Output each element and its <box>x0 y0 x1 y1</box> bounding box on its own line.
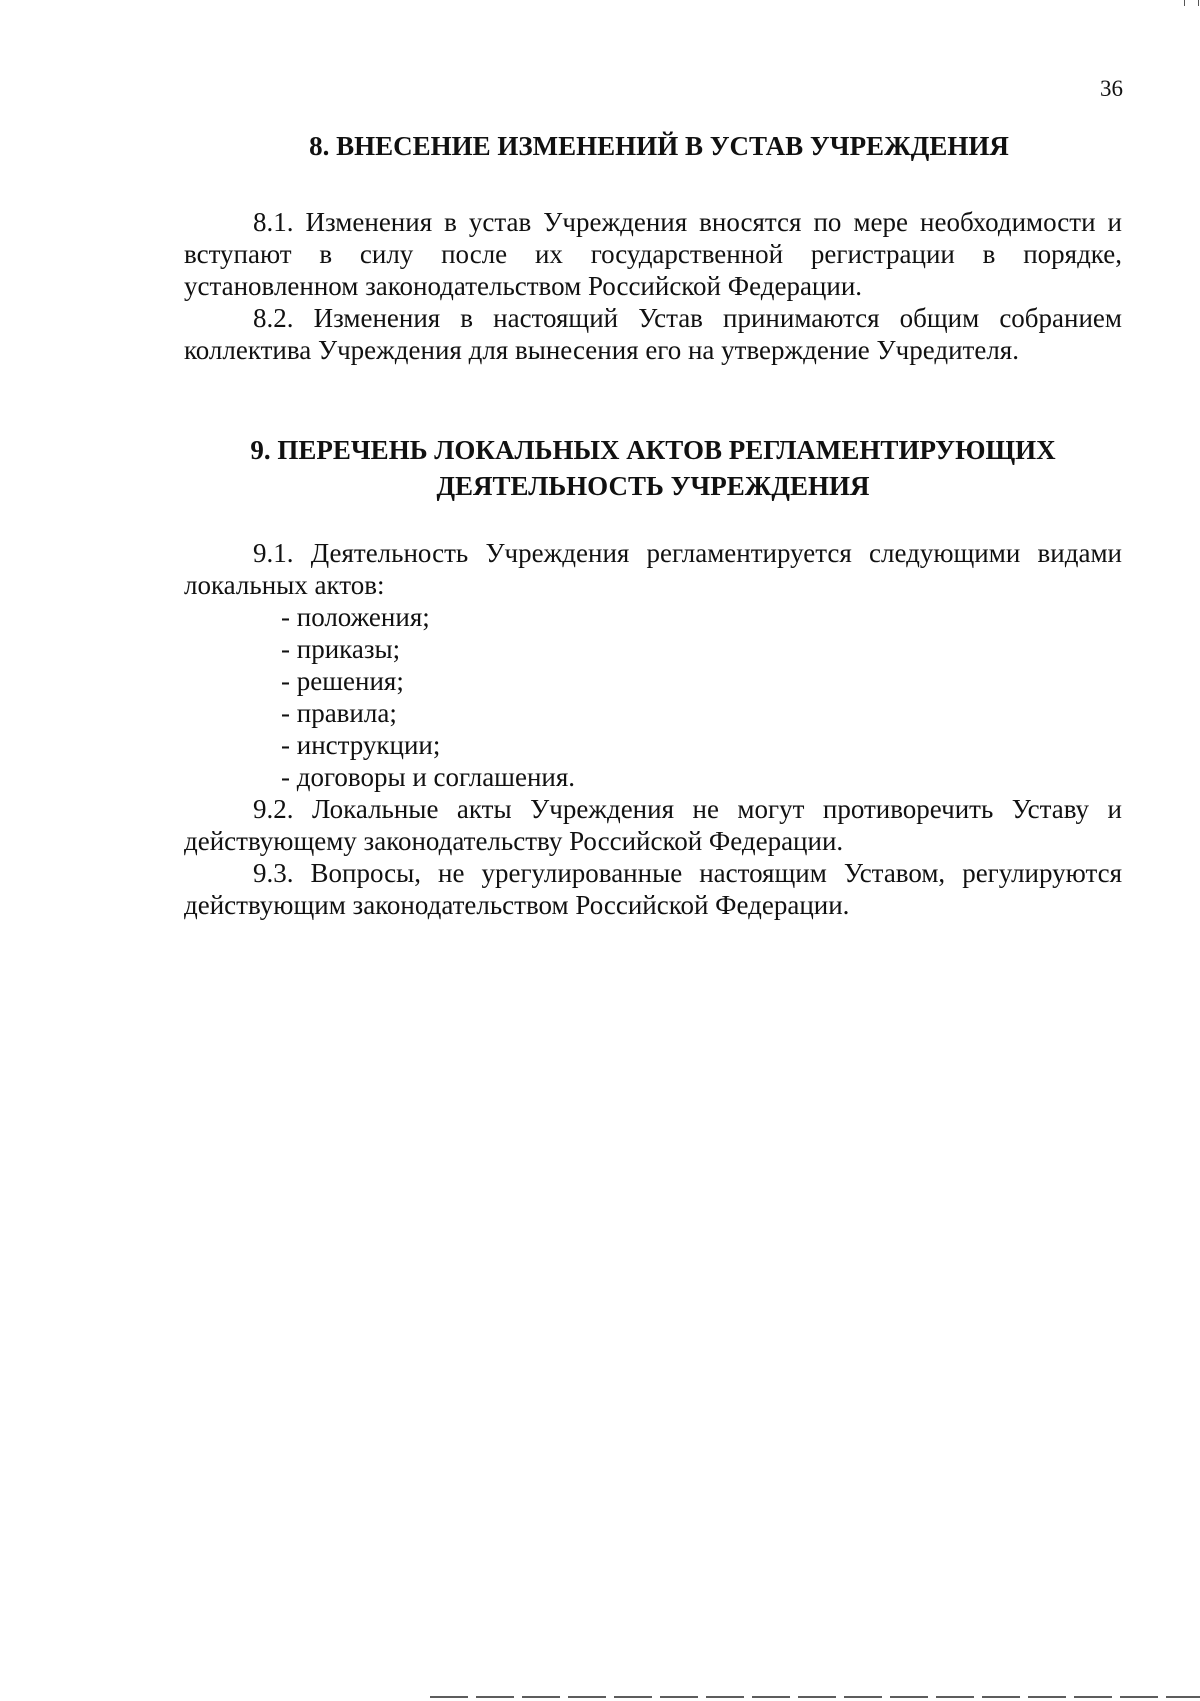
scan-edge-marks <box>1140 0 1200 6</box>
page-number: 36 <box>1100 76 1123 101</box>
local-acts-list <box>184 601 1122 793</box>
section-9-heading-line-1: 9. ПЕРЕЧЕНЬ ЛОКАЛЬНЫХ АКТОВ РЕГЛАМЕНТИРУЮЩИХ <box>250 435 1056 465</box>
section-9-heading-line-2: ДЕЯТЕЛЬНОСТЬ УЧРЕЖДЕНИЯ <box>436 471 870 501</box>
section-9-heading <box>184 432 1122 504</box>
clause-9-2: 9.2. Локальные акты Учреждения не могут противоречить Уставу и действующему законодательству Российской Федерации. <box>184 794 1122 856</box>
list-item: - решения; <box>281 666 404 696</box>
list-item: - правила; <box>281 698 397 728</box>
section-8-heading: 8. ВНЕСЕНИЕ ИЗМЕНЕНИЙ В УСТАВ УЧРЕЖДЕНИЯ <box>309 131 1009 161</box>
clause-9-1: 9.1. Деятельность Учреждения регламентируется следующими видами локальных актов: <box>184 538 1122 600</box>
list-item: - положения; <box>281 602 430 632</box>
list-item: - договоры и соглашения. <box>281 762 576 792</box>
clause-8-2: 8.2. Изменения в настоящий Устав принимаются общим собранием коллектива Учреждения для вынесения его на утверждение Учредителя. <box>184 303 1122 365</box>
clause-9-3: 9.3. Вопросы, не урегулированные настоящим Уставом, регулируются действующим законодательством Российской Федерации. <box>184 858 1122 920</box>
clause-8-1: 8.1. Изменения в устав Учреждения вносятся по мере необходимости и вступают в силу после их государственной регистрации в порядке, установленном законодательством Российской Федерации. <box>184 207 1122 301</box>
section-8-body <box>184 206 1122 366</box>
list-item: - инструкции; <box>281 730 441 760</box>
section-9-body <box>184 537 1122 921</box>
scan-footer-dashes <box>430 1696 1200 1698</box>
list-item: - приказы; <box>281 634 401 664</box>
